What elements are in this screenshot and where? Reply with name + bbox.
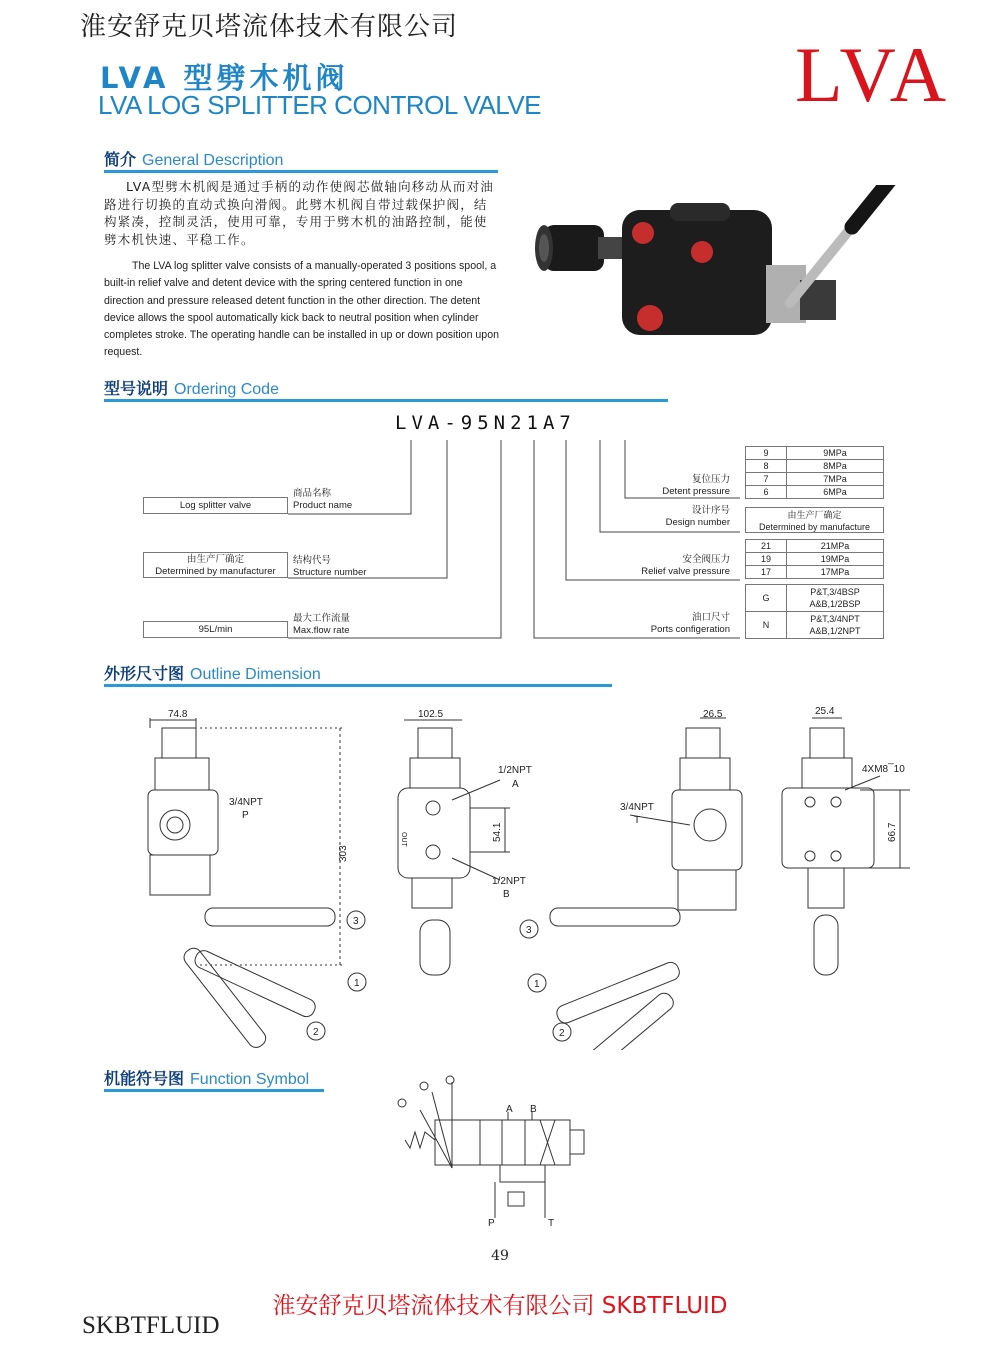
function-symbol-diagram <box>380 1070 620 1230</box>
label-ports-config-en: Ports configeration <box>650 624 730 635</box>
label-design-number <box>600 505 730 529</box>
position-2-label: 2 <box>559 1028 565 1039</box>
box-structure-number-cn: 由生产厂确定 <box>186 554 244 565</box>
section-rule <box>104 684 612 687</box>
port-t: T <box>634 815 641 826</box>
box-max-flow: 95L/min <box>143 621 288 638</box>
dim-303: 303 <box>338 845 349 862</box>
table-cell: 9MPa <box>787 447 884 460</box>
dim-54-1: 54.1 <box>492 822 503 842</box>
port-b: B <box>503 889 510 900</box>
table-cell <box>787 585 884 612</box>
page-title-en: LVA LOG SPLITTER CONTROL VALVE <box>98 90 542 120</box>
section-heading-outline-en: Outline Dimension <box>190 666 321 683</box>
table-cell: 7MPa <box>787 473 884 486</box>
out-marking: OUT <box>400 832 407 847</box>
symbol-port-a: A <box>506 1104 513 1115</box>
table-cell: 17 <box>746 566 787 579</box>
label-relief-pressure-en: Relief valve pressure <box>641 566 730 577</box>
table-cell: 6 <box>746 486 787 499</box>
table-detent-pressure <box>745 446 884 499</box>
port-p-size: 3/4NPT <box>229 797 263 808</box>
label-relief-pressure <box>600 554 730 578</box>
label-structure-number-en: Structure number <box>293 567 367 578</box>
table-cell-line: P&T,3/4NPT <box>810 614 860 624</box>
table-cell <box>787 612 884 639</box>
label-max-flow <box>293 613 350 637</box>
label-structure-number-cn: 结构代号 <box>293 555 332 566</box>
table-cell: 21 <box>746 540 787 553</box>
table-cell: 8MPa <box>787 460 884 473</box>
dim-26-5: 26.5 <box>703 709 723 720</box>
table-relief-pressure <box>745 539 884 579</box>
box-design-number <box>745 507 884 533</box>
table-cell: 21MPa <box>787 540 884 553</box>
table-cell-line: A&B,1/2BSP <box>809 599 861 609</box>
symbol-port-p: P <box>488 1218 495 1229</box>
box-structure-number-en: Determined by manufacturer <box>155 566 276 577</box>
position-1-label: 1 <box>534 979 540 990</box>
outline-dimension-drawing <box>0 690 1000 1050</box>
section-heading-function-cn: 机能符号图 <box>104 1069 185 1088</box>
table-row <box>746 540 884 553</box>
brand-logo-lva: LVA <box>795 31 951 118</box>
section-heading-outline <box>104 661 321 684</box>
section-heading-function-en: Function Symbol <box>190 1071 310 1088</box>
port-b-size: 1/2NPT <box>492 876 526 887</box>
footer-brand: SKBTFLUID <box>82 1312 220 1339</box>
symbol-port-t: T <box>548 1218 555 1229</box>
table-row <box>746 486 884 499</box>
section-heading-function <box>104 1066 309 1089</box>
table-cell-line: A&B,1/2NPT <box>809 626 861 636</box>
page-number: 49 <box>491 1248 509 1264</box>
label-detent-pressure-cn: 复位压力 <box>691 474 730 485</box>
table-cell: 8 <box>746 460 787 473</box>
position-3-label: 3 <box>526 925 532 936</box>
label-ports-config-cn: 油口尺寸 <box>691 612 730 623</box>
section-rule <box>104 1089 324 1092</box>
position-1-label: 1 <box>354 978 360 989</box>
label-design-number-en: Design number <box>665 517 730 528</box>
table-row <box>746 566 884 579</box>
description-cn: LVA型劈木机阀是通过手柄的动作使阀芯做轴向移动从而对油路进行切换的直动式换向滑阀。此劈木机阀自带过载保护阀，结构紧凑，控制灵活，使用可靠，专用于劈木机的油路控制，能使劈木机快速、平稳工作。 <box>104 179 494 247</box>
table-cell-line: P&T,3/4BSP <box>810 587 860 597</box>
company-name-header: 淮安舒克贝塔流体技术有限公司 <box>80 12 459 42</box>
table-row <box>746 473 884 486</box>
table-cell: 17MPa <box>787 566 884 579</box>
label-max-flow-cn: 最大工作流量 <box>293 613 351 624</box>
port-p: P <box>242 810 249 821</box>
box-product-name: Log splitter valve <box>143 497 288 514</box>
port-a-size: 1/2NPT <box>498 765 532 776</box>
table-ports-config <box>745 584 884 639</box>
port-a: A <box>512 779 519 790</box>
table-cell: 6MPa <box>787 486 884 499</box>
position-2-label: 2 <box>313 1027 319 1038</box>
table-cell: 9 <box>746 447 787 460</box>
symbol-port-b: B <box>530 1104 537 1115</box>
section-heading-ordering-cn: 型号说明 <box>104 379 169 398</box>
label-structure-number <box>293 555 366 579</box>
description-en: The LVA log splitter valve consists of a manually-operated 3 positions spool, a built-in relief valve and detent device with the spring centered function in one direction and pressure released detent function in the other direction. The detent device allows the spool automatically kick back to neutral position when cylinder completes stroke. The operating handle can be installed in up or down position upon request. <box>104 260 499 359</box>
dim-66-7: 66.7 <box>887 822 898 842</box>
table-cell: 19MPa <box>787 553 884 566</box>
table-row <box>746 553 884 566</box>
label-detent-pressure-en: Detent pressure <box>662 486 730 497</box>
label-detent-pressure <box>600 474 730 498</box>
mount-thread: 4XM8 ̅ 10 <box>862 764 905 775</box>
box-design-number-cn: 由生产厂确定 <box>787 510 842 520</box>
table-row <box>746 460 884 473</box>
dim-74-8: 74.8 <box>168 709 188 720</box>
port-t-size: 3/4NPT <box>620 802 654 813</box>
table-row <box>746 585 884 612</box>
table-cell: 19 <box>746 553 787 566</box>
position-3-label: 3 <box>353 916 359 927</box>
box-structure-number <box>143 552 288 578</box>
table-cell: G <box>746 585 787 612</box>
box-design-number-en: Determined by manufacture <box>758 522 871 532</box>
section-heading-general-cn: 简介 <box>104 150 137 169</box>
label-ports-config <box>600 612 730 636</box>
table-row <box>746 447 884 460</box>
footer-company-line: 淮安舒克贝塔流体技术有限公司 SKBTFLUID <box>272 1293 728 1319</box>
table-row <box>746 612 884 639</box>
label-product-name <box>293 488 352 512</box>
table-cell: 7 <box>746 473 787 486</box>
label-design-number-cn: 设计序号 <box>691 505 730 516</box>
table-cell: N <box>746 612 787 639</box>
label-product-name-cn: 商品名称 <box>293 488 332 499</box>
section-heading-outline-cn: 外形尺寸图 <box>104 664 185 683</box>
label-relief-pressure-cn: 安全阀压力 <box>682 554 730 565</box>
label-max-flow-en: Max.flow rate <box>293 625 350 636</box>
section-heading-general-en: General Description <box>142 152 284 169</box>
ordering-code: LVA-95N21A7 <box>395 412 576 434</box>
page-title-cn: LVA 型劈木机阀 <box>100 61 349 95</box>
label-product-name-en: Product name <box>293 500 353 511</box>
section-heading-ordering-en: Ordering Code <box>174 381 279 398</box>
dim-102-5: 102.5 <box>418 709 444 720</box>
dim-25-4: 25.4 <box>815 706 835 717</box>
